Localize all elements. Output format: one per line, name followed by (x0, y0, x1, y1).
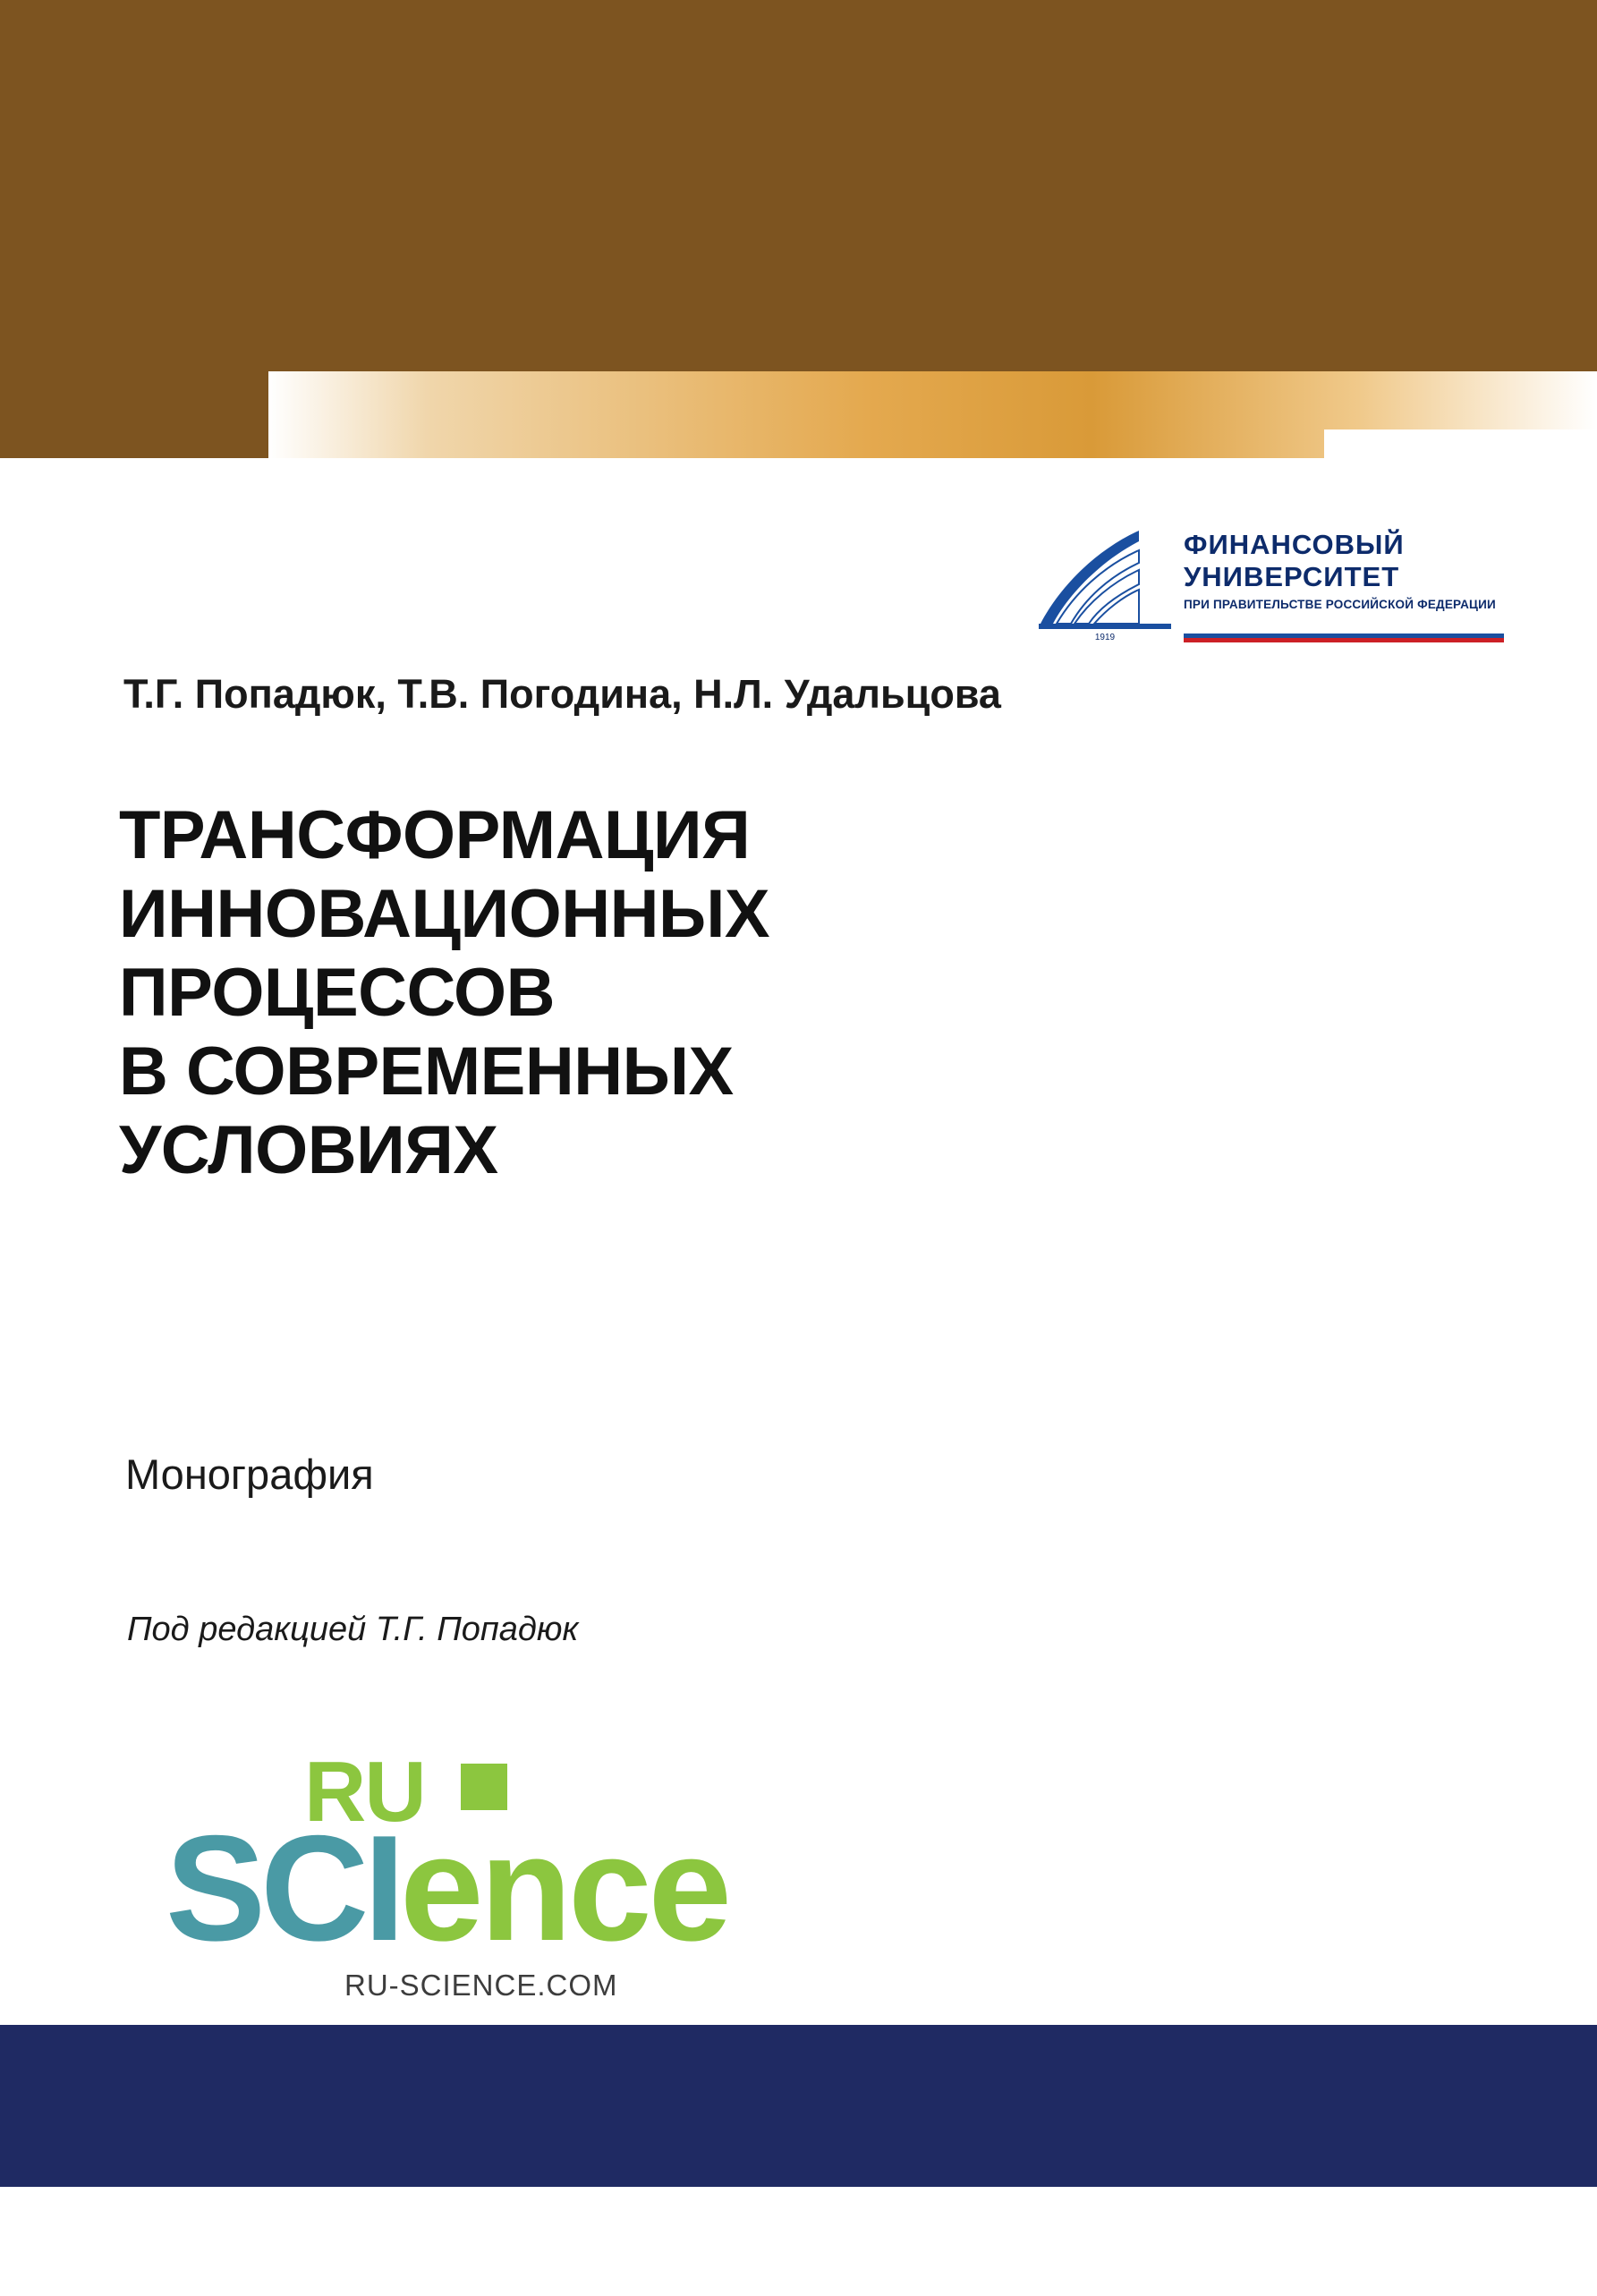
bottom-color-band (0, 2025, 1597, 2296)
title-line-2: ИННОВАЦИОННЫХ (119, 876, 770, 952)
top-color-band (0, 0, 1597, 458)
flag-stripe-red (1184, 638, 1504, 642)
book-subtitle: Монография (125, 1450, 374, 1498)
bottom-band-white-block (0, 2187, 1597, 2296)
title-line-4: В СОВРЕМЕННЫХ (119, 1033, 734, 1110)
university-logo-text (1184, 529, 1506, 613)
university-name-line2: УНИВЕРСИТЕТ (1184, 561, 1400, 592)
svg-text:1919: 1919 (1094, 633, 1116, 642)
authors-line: Т.Г. Попадюк, Т.В. Погодина, Н.Л. Удальцова (123, 671, 1001, 717)
book-title (119, 796, 1515, 1190)
publisher-logo-sci: SCI (166, 1804, 401, 1972)
title-line-5: УСЛОВИЯХ (119, 1112, 498, 1188)
russian-flag-bar (1184, 629, 1504, 642)
university-subtitle: ПРИ ПРАВИТЕЛЬСТВЕ РОССИЙСКОЙ ФЕДЕРАЦИИ (1184, 598, 1496, 611)
publisher-logo (166, 1744, 810, 2009)
publisher-logo-ence: ence (400, 1804, 728, 1972)
title-line-3: ПРОЦЕССОВ (119, 955, 556, 1031)
publisher-logo-ru: RU (304, 1744, 425, 1840)
university-name-line1: ФИНАНСОВЫЙ (1184, 529, 1405, 560)
title-line-1: ТРАНСФОРМАЦИЯ (119, 797, 751, 873)
university-emblem-icon (1033, 523, 1177, 644)
top-band-white-block (1324, 429, 1597, 458)
editor-credit: Под редакцией Т.Г. Попадюк (127, 1611, 579, 1648)
publisher-website: RU-SCIENCE.COM (344, 1969, 618, 2002)
university-logo (1033, 523, 1508, 644)
